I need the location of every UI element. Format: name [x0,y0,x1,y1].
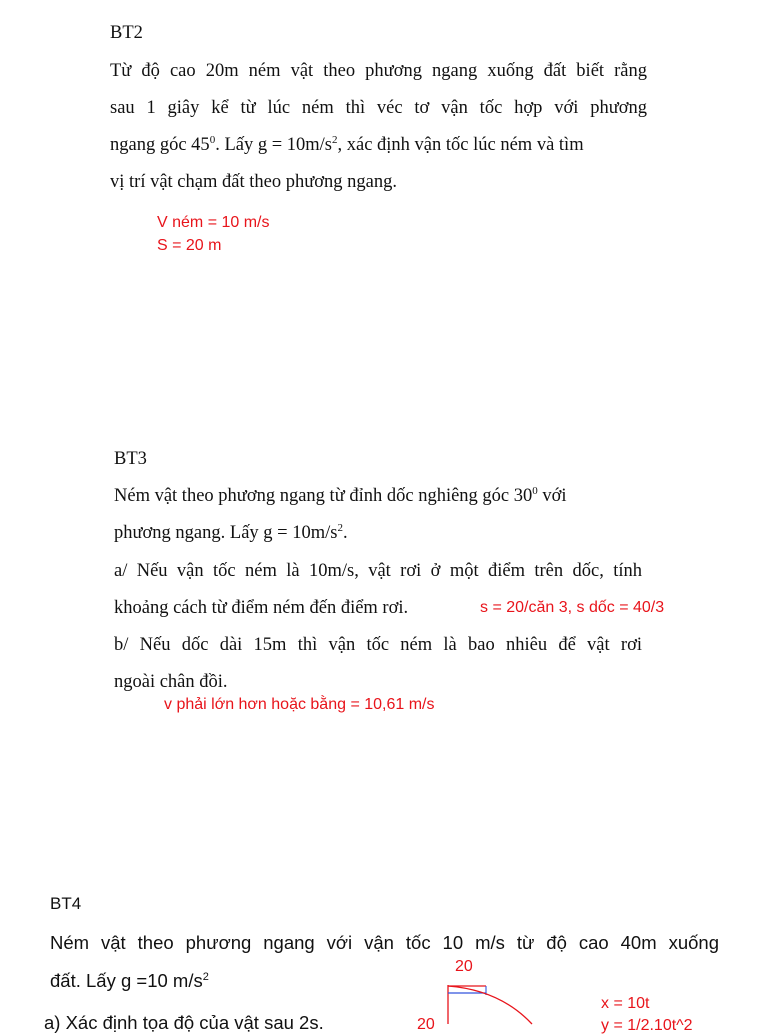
bt3-degree-superscript: 0 [532,484,538,497]
sketch-left-label: 20 [417,1016,435,1033]
bt3-title: BT3 [114,449,147,469]
bt2-line-3-part-b: . Lấy g = 10m/s [215,135,332,155]
bt2-line-1: Từ độ cao 20m ném vật theo phương ngang xuống đất biết rằng [110,61,647,81]
bt3-answer-b: v phải lớn hơn hoặc bằng = 10,61 m/s [164,696,435,713]
bt3-line-6: ngoài chân đồi. [114,672,228,692]
bt2-line-3-part-c: , xác định vận tốc lúc ném và tìm [337,135,584,155]
bt3-squared-superscript: 2 [337,521,343,534]
bt3-line-1-part-a: Ném vật theo phương ngang từ đỉnh dốc nghiêng góc 30 [114,486,533,506]
sketch-equation-y: y = 1/2.10t^2 [601,1017,693,1034]
bt2-answer-velocity: V ném = 10 m/s [157,214,270,231]
bt4-line-2-part-a: đất. Lấy g =10 m/s [50,970,203,991]
bt3-line-4: khoảng cách từ điểm ném đến điểm rơi. [114,598,409,618]
bt2-line-2: sau 1 giây kể từ lúc ném thì véc tơ vận tốc hợp với phương [110,98,647,118]
sketch-parabola-curve [448,986,532,1024]
bt3-line-2-part-b: . [342,523,348,543]
bt3-line-3: a/ Nếu vận tốc ném là 10m/s, vật rơi ở một điểm trên dốc, tính [114,561,642,581]
bt3-line-2-part-a: phương ngang. Lấy g = 10m/s [114,523,338,543]
bt3-line-1-part-b: với [537,486,567,506]
bt4-line-1: Ném vật theo phương ngang với vận tốc 10 m/s từ độ cao 40m xuống [50,932,719,953]
bt4-squared-superscript: 2 [202,970,209,983]
bt4-line-3: a) Xác định tọa độ của vật sau 2s. [44,1012,324,1033]
bt2-line-3-part-a: ngang góc 45 [110,135,210,155]
bt3-answer-a: s = 20/căn 3, s dốc = 40/3 [480,599,665,616]
bt2-squared-superscript: 2 [332,133,338,146]
bt2-line-4: vị trí vật chạm đất theo phương ngang. [110,172,397,192]
bt4-title: BT4 [50,894,82,913]
bt3-line-5: b/ Nếu dốc dài 15m thì vận tốc ném là bao nhiêu để vật rơi [114,635,642,655]
bt2-degree-superscript: 0 [209,133,216,146]
bt2-answer-distance: S = 20 m [157,237,222,254]
sketch-equation-x: x = 10t [601,995,650,1012]
bt2-title: BT2 [110,23,143,43]
sketch-top-label: 20 [455,958,473,975]
